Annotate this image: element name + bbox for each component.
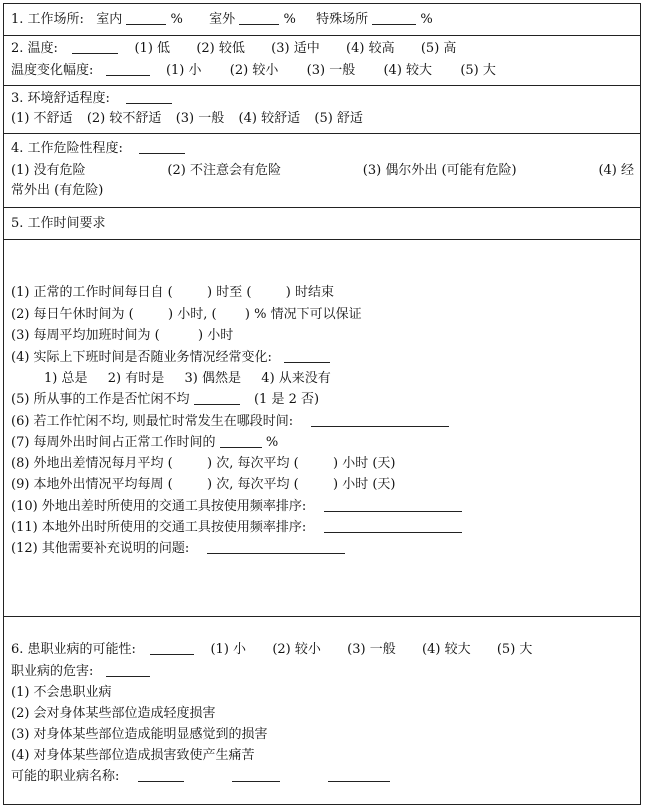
disease-harm-option	[11, 747, 634, 765]
comfort-option: (5) 舒适	[314, 111, 363, 126]
work-time-q4	[11, 349, 634, 367]
harm-option: (1) 不会患职业病	[11, 685, 112, 700]
disease-option: (2) 较小	[272, 642, 321, 657]
disease-names-row	[11, 768, 634, 786]
outdoor-percent-field[interactable]	[239, 12, 279, 25]
temperature-change-row	[11, 62, 634, 80]
q4-option: 1) 总是	[44, 371, 88, 386]
temperature-change-option: (4) 较大	[383, 63, 433, 78]
q10-text: (10) 外地出差时所使用的交通工具按使用频率排序:	[11, 499, 307, 514]
section-5-title	[11, 215, 634, 233]
indoor-label: 室内	[96, 12, 123, 27]
q10-answer-field[interactable]	[324, 499, 462, 512]
job-analysis-form	[3, 3, 641, 805]
q12-answer-field[interactable]	[207, 541, 345, 554]
divider	[4, 616, 640, 617]
danger-option: (1) 没有危险	[11, 163, 86, 178]
disease-likelihood-field[interactable]	[150, 642, 194, 655]
harm-option: (4) 对身体某些部位造成损害致使产生痛苦	[11, 748, 255, 763]
divider	[4, 35, 640, 36]
temperature-option: (5) 高	[420, 41, 457, 56]
disease-harm-option	[11, 684, 634, 702]
temperature-field[interactable]	[72, 41, 118, 54]
work-time-q11	[11, 519, 634, 537]
q11-answer-field[interactable]	[324, 520, 462, 533]
temperature-option: (4) 较高	[346, 41, 395, 56]
q4-option: 4) 从来没有	[261, 371, 331, 386]
disease-harm-label: 职业病的危害:	[11, 664, 94, 679]
q7-answer-field[interactable]	[220, 435, 262, 448]
temperature-change-option: (5) 大	[460, 63, 496, 78]
q8-text: (8) 外地出差情况每月平均 (	[11, 456, 173, 471]
disease-option: (3) 一般	[347, 642, 396, 657]
q8-text: ) 小时 (天)	[333, 456, 396, 471]
q2-text: ) % 情况下可以保证	[244, 307, 362, 322]
disease-names-label: 可能的职业病名称:	[11, 769, 120, 784]
q5-text: (5) 所从事的工作是否忙闲不均	[11, 392, 190, 407]
q1-text: (1) 正常的工作时间每日自 (	[11, 285, 173, 300]
q9-text: ) 次, 每次平均 (	[207, 477, 299, 492]
disease-name-field-1[interactable]	[138, 769, 184, 782]
section-6-label: 6. 患职业病的可能性:	[11, 642, 136, 657]
indoor-percent-sign: %	[170, 12, 183, 27]
divider	[4, 85, 640, 86]
q9-text: (9) 本地外出情况平均每周 (	[11, 477, 173, 492]
q11-text: (11) 本地外出时所使用的交通工具按使用频率排序:	[11, 520, 307, 535]
q3-text: (3) 每周平均加班时间为 (	[11, 328, 160, 343]
q4-option: 3) 偶然是	[184, 371, 242, 386]
harm-option: (2) 会对身体某些部位造成轻度损害	[11, 706, 216, 721]
q4-text: (4) 实际上下班时间是否随业务情况经常变化:	[11, 350, 272, 365]
work-time-q4-options	[44, 370, 634, 388]
comfort-option: (1) 不舒适	[11, 111, 73, 126]
disease-option: (5) 大	[496, 642, 533, 657]
temperature-change-field[interactable]	[106, 63, 150, 76]
temperature-option: (2) 较低	[196, 41, 245, 56]
q8-text: ) 次, 每次平均 (	[207, 456, 299, 471]
disease-name-field-3[interactable]	[328, 769, 390, 782]
disease-name-field-2[interactable]	[232, 769, 280, 782]
danger-option-continued: 常外出 (有危险)	[11, 183, 104, 198]
work-time-q6	[11, 413, 634, 431]
section-2-temperature	[11, 40, 634, 58]
disease-harm-option	[11, 705, 634, 723]
danger-field[interactable]	[139, 141, 185, 154]
outdoor-percent-sign: %	[283, 12, 296, 27]
temperature-option: (1) 低	[134, 41, 171, 56]
section-1-label: 1. 工作场所:	[11, 12, 84, 27]
section-4-label: 4. 工作危险性程度:	[11, 141, 123, 156]
special-label: 特殊场所	[316, 12, 369, 27]
q5-hint: (1 是 2 否)	[253, 392, 320, 407]
divider	[4, 239, 640, 240]
q7-text: (7) 每周外出时间占正常工作时间的	[11, 435, 216, 450]
indoor-percent-field[interactable]	[126, 12, 166, 25]
work-time-q9	[11, 476, 634, 494]
q3-text: ) 小时	[198, 328, 234, 343]
temperature-change-option: (1) 小	[165, 63, 202, 78]
section-1-workplace	[11, 11, 634, 29]
q4-answer-field[interactable]	[284, 350, 330, 363]
temperature-change-option: (2) 较小	[229, 63, 279, 78]
section-4-danger	[11, 140, 634, 158]
disease-option: (1) 小	[210, 642, 247, 657]
temperature-change-option: (3) 一般	[306, 63, 356, 78]
q7-percent-sign: %	[265, 435, 279, 450]
danger-option: (2) 不注意会有危险	[167, 163, 281, 178]
q9-text: ) 小时 (天)	[333, 477, 396, 492]
work-time-q2	[11, 306, 634, 324]
special-percent-sign: %	[420, 12, 433, 27]
work-time-q8	[11, 455, 634, 473]
section-3-comfort	[11, 90, 634, 108]
work-time-q5	[11, 391, 634, 409]
work-time-q7	[11, 434, 634, 452]
disease-harm-option	[11, 726, 634, 744]
divider	[4, 207, 640, 208]
q12-text: (12) 其他需要补充说明的问题:	[11, 541, 190, 556]
danger-option: (3) 偶尔外出 (可能有危险)	[362, 163, 517, 178]
q2-text: (2) 每日午休时间为 (	[11, 307, 134, 322]
work-time-q3	[11, 327, 634, 345]
comfort-options-row	[11, 110, 634, 128]
q1-text: ) 时至 (	[207, 285, 252, 300]
q6-answer-field[interactable]	[311, 414, 449, 427]
section-3-label: 3. 环境舒适程度:	[11, 91, 110, 106]
comfort-option: (4) 较舒适	[238, 111, 301, 126]
divider	[4, 133, 640, 134]
section-5-label: 5. 工作时间要求	[11, 216, 106, 231]
comfort-field[interactable]	[126, 91, 172, 104]
work-time-q12	[11, 540, 634, 558]
comfort-option: (3) 一般	[175, 111, 225, 126]
section-2-label: 2. 温度:	[11, 41, 58, 56]
q4-option: 2) 有时是	[107, 371, 165, 386]
outdoor-label: 室外	[209, 12, 236, 27]
special-percent-field[interactable]	[372, 12, 416, 25]
disease-harm-row	[11, 663, 634, 681]
danger-options-row	[11, 162, 634, 180]
work-time-q1	[11, 284, 634, 302]
q6-text: (6) 若工作忙闲不均, 则最忙时常发生在哪段时间:	[11, 414, 294, 429]
q1-text: ) 时结束	[285, 285, 334, 300]
work-time-q10	[11, 498, 634, 516]
danger-options-row-2	[11, 182, 634, 200]
disease-option: (4) 较大	[422, 642, 471, 657]
disease-harm-field[interactable]	[106, 664, 150, 677]
section-6-disease	[11, 641, 634, 659]
q2-text: ) 小时, (	[168, 307, 217, 322]
temperature-change-label: 温度变化幅度:	[11, 63, 94, 78]
comfort-option: (2) 较不舒适	[86, 111, 162, 126]
danger-option: (4) 经	[598, 163, 634, 178]
temperature-option: (3) 适中	[271, 41, 320, 56]
harm-option: (3) 对身体某些部位造成能明显感觉到的损害	[11, 727, 268, 742]
q5-answer-field[interactable]	[194, 392, 240, 405]
